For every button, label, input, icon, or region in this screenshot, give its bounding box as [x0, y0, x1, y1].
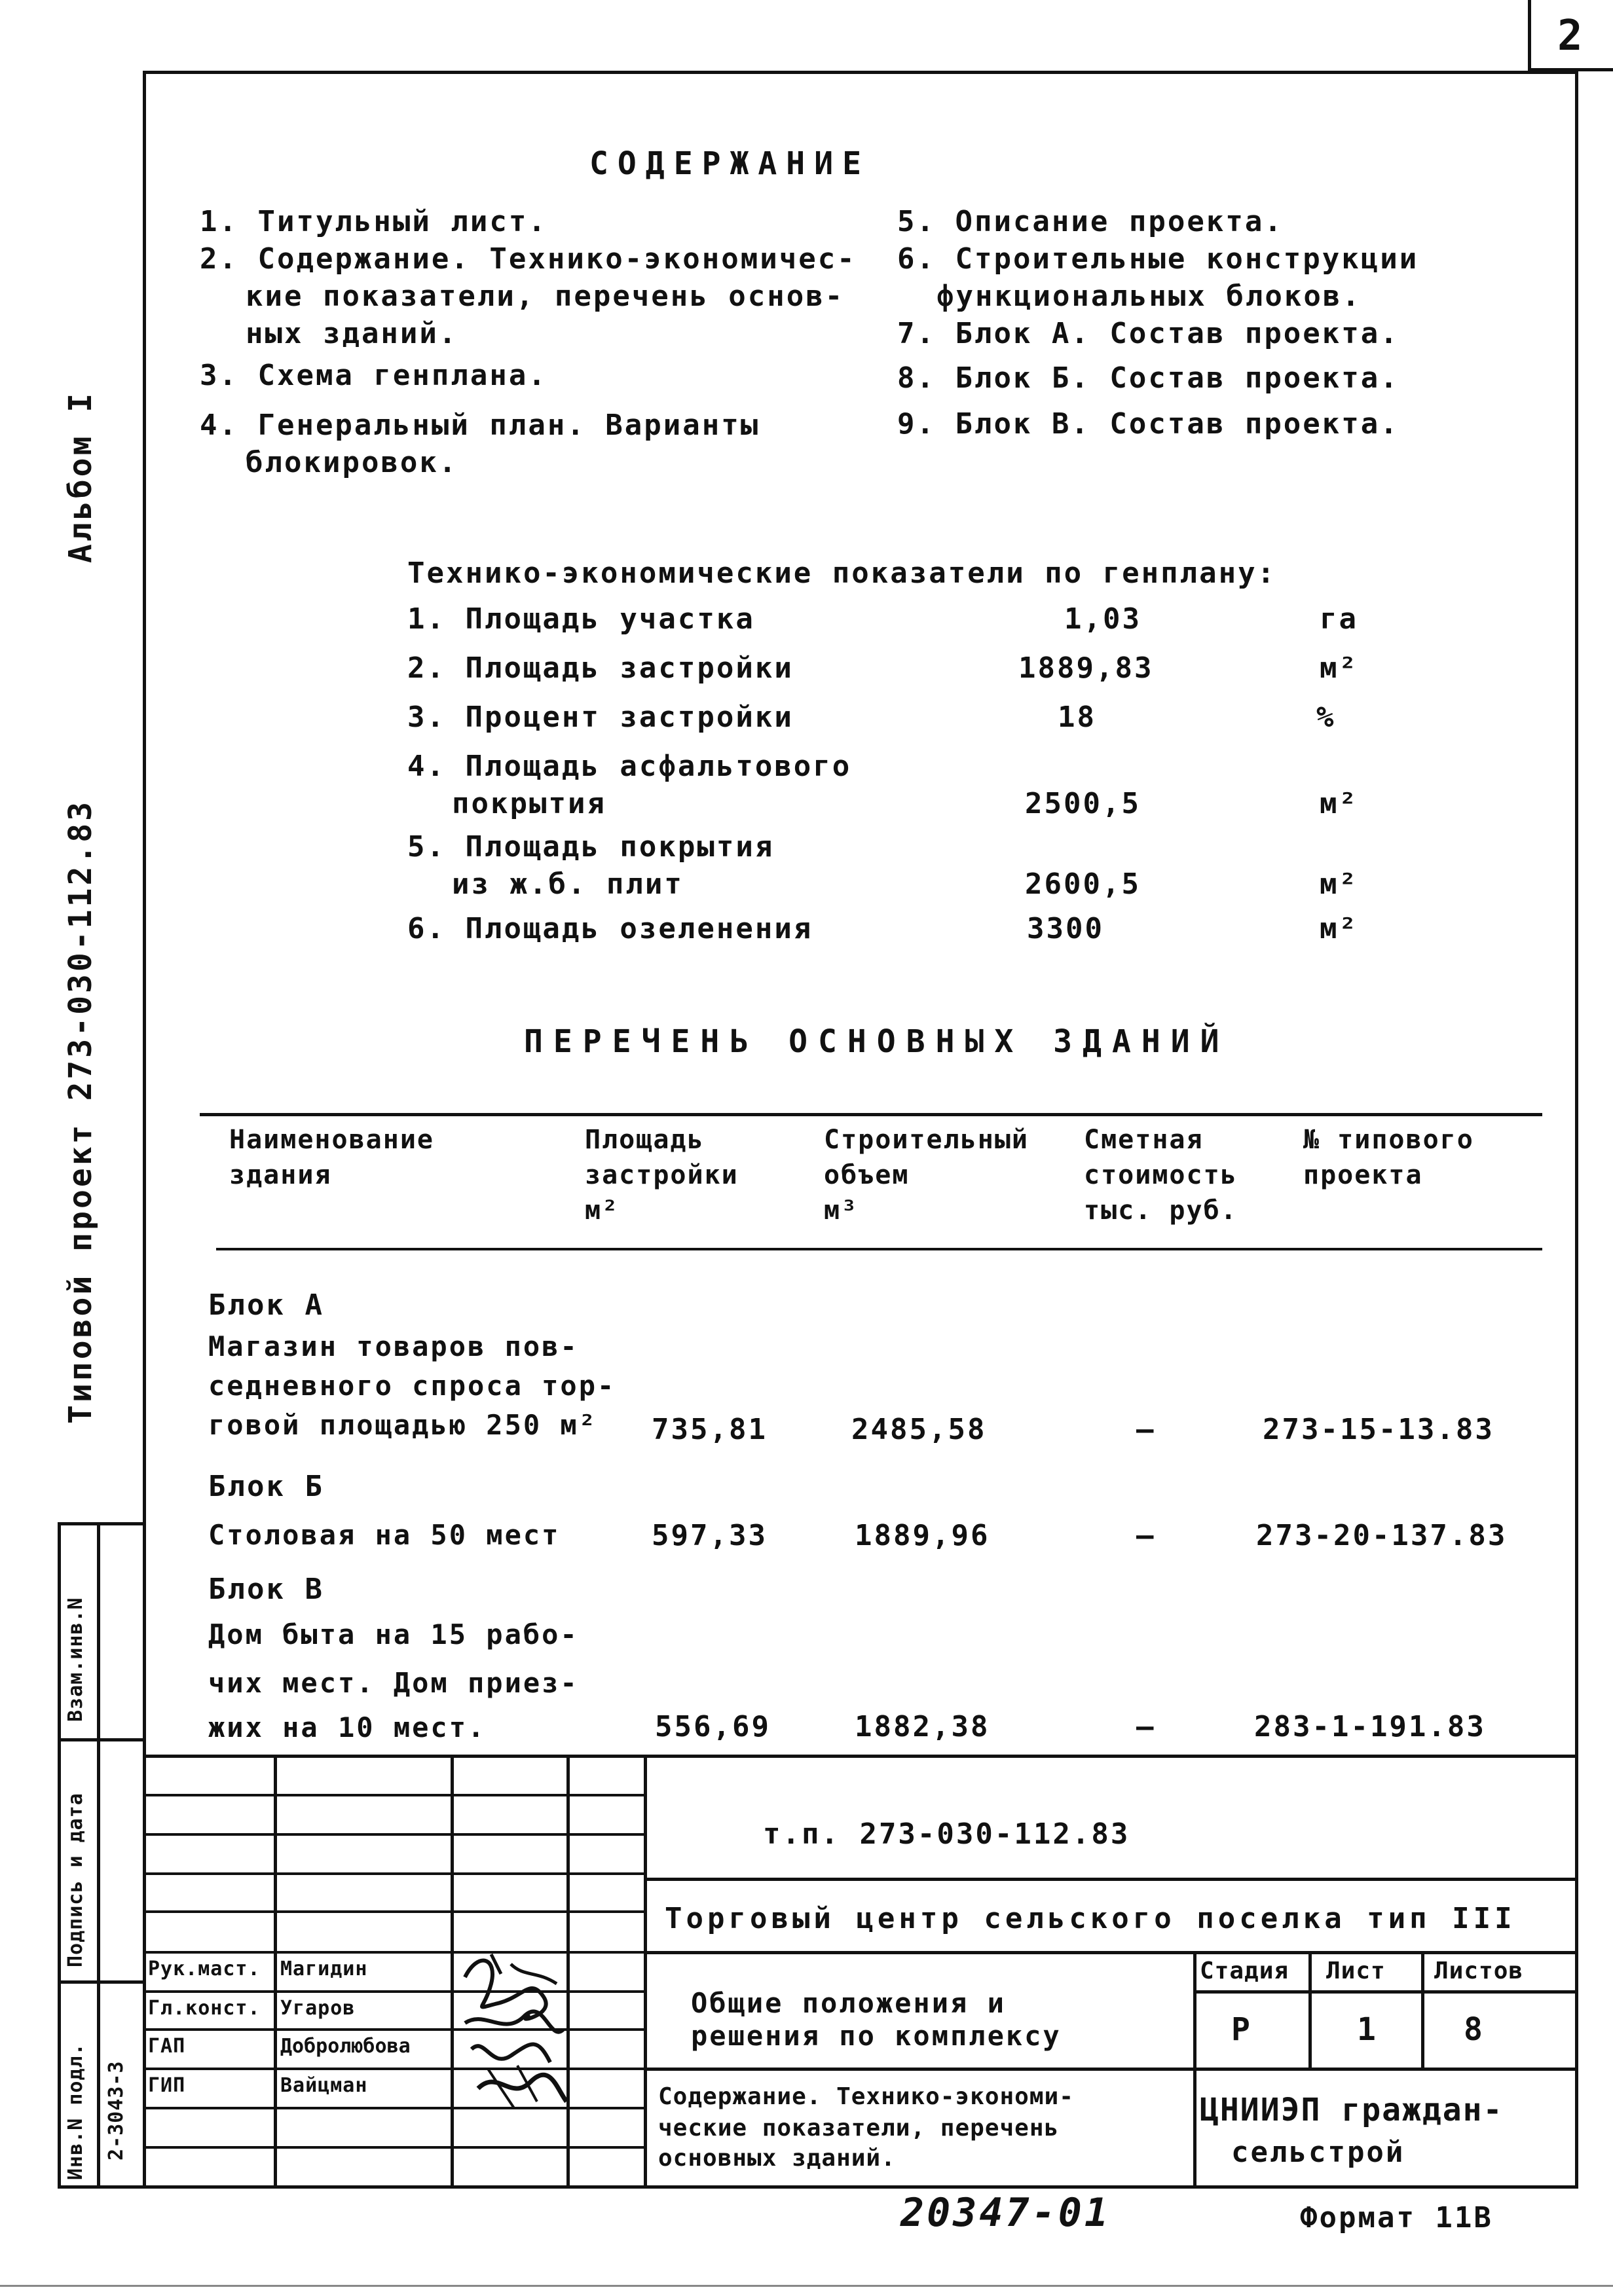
header-area: м²: [585, 1195, 620, 1226]
indicators-title: Технико-экономические показатели по генплану:: [407, 556, 1277, 590]
block-desc: Дом быта на 15 рабо-: [208, 1618, 579, 1650]
project-side-label: Типовой проект 273-030-112.83: [62, 799, 99, 1424]
format-label: Формат 11В: [1300, 2201, 1493, 2234]
org-name: сельстрой: [1231, 2136, 1405, 2169]
indicator-value: 2500,5: [1025, 787, 1141, 820]
staff-role: ГИП: [148, 2074, 186, 2097]
sheet-label: Лист: [1326, 1958, 1386, 1984]
tb-v-stage: [1193, 1951, 1196, 2189]
tb-v-sheets: [1421, 1951, 1424, 2068]
header-area: Площадь: [585, 1125, 705, 1155]
contents-item: функциональных блоков.: [936, 280, 1362, 313]
staff-name: Угаров: [280, 1997, 356, 2020]
contents-item: 2. Содержание. Технико-экономичес-: [200, 242, 857, 276]
block-volume: 2485,58: [851, 1413, 987, 1446]
contents-title: СОДЕРЖАНИЕ: [589, 145, 870, 182]
buildings-header-top: [200, 1113, 1542, 1116]
indicator-label: 6. Площадь озеленения: [407, 912, 813, 945]
project-name: Торговый центр сельского поселка тип III: [665, 1902, 1516, 1935]
indicator-label: 2. Площадь застройки: [407, 651, 794, 685]
indicator-label-2: покрытия: [452, 787, 606, 820]
indicator-value: 3300: [1027, 912, 1104, 945]
indicator-unit: м²: [1320, 787, 1358, 820]
contents-item: ных зданий.: [246, 317, 458, 350]
tb-line-stage: [1193, 1990, 1578, 1994]
album-label: Альбом I: [62, 390, 99, 563]
page-number: 2: [1557, 12, 1583, 60]
indicator-unit: м²: [1320, 651, 1358, 685]
sheets-label: Листов: [1434, 1958, 1524, 1984]
sheet-content: Содержание. Технико-экономи-: [658, 2083, 1074, 2110]
contents-item: 6. Строительные конструкции: [897, 242, 1419, 276]
staff-role: Гл.конст.: [148, 1997, 261, 2020]
stamp-strip-top: [58, 1522, 146, 1525]
contents-item: 5. Описание проекта.: [897, 205, 1284, 238]
sheet-value: 1: [1357, 2011, 1379, 2048]
block-desc: чих мест. Дом приез-: [208, 1667, 579, 1699]
indicator-value: 1889,83: [1018, 651, 1154, 685]
header-project: № типового: [1303, 1125, 1474, 1155]
contents-item: 4. Генеральный план. Варианты: [200, 409, 760, 442]
block-cost: —: [1136, 1710, 1156, 1743]
contents-item: блокировок.: [246, 446, 458, 479]
header-volume: м³: [824, 1195, 859, 1226]
block-title: Блок А: [208, 1288, 324, 1322]
contents-item: 8. Блок Б. Состав проекта.: [897, 361, 1400, 395]
block-project: 273-15-13.83: [1263, 1413, 1494, 1446]
doc-code: т.п. 273-030-112.83: [763, 1817, 1130, 1851]
indicator-label: 3. Процент застройки: [407, 701, 794, 734]
frame-bottom: [58, 2185, 1578, 2189]
stamp-strip-mid: [97, 1522, 100, 2189]
staff-name: Вайцман: [280, 2074, 368, 2097]
frame-top: [143, 71, 1578, 74]
tb-v4: [644, 1755, 647, 2189]
section-name: решения по комплексу: [691, 2020, 1062, 2052]
header-cost: стоимость: [1084, 1160, 1238, 1190]
signature-scribbles: [452, 1938, 570, 2121]
stage-value: Р: [1231, 2011, 1253, 2048]
block-cost: —: [1136, 1413, 1156, 1446]
indicator-value: 2600,5: [1025, 867, 1141, 901]
indicator-label-2: из ж.б. плит: [452, 867, 684, 901]
frame-left: [143, 71, 146, 2189]
stamp-inv-value: 2-3043-3: [105, 2060, 128, 2160]
header-project: проекта: [1303, 1160, 1423, 1190]
buildings-title: ПЕРЕЧЕНЬ ОСНОВНЫХ ЗДАНИЙ: [524, 1023, 1230, 1060]
indicator-value: 18: [1058, 701, 1096, 734]
sheet-content: ческие показатели, перечень: [658, 2115, 1060, 2141]
stamp-strip-sep1: [58, 1738, 146, 1741]
header-area: застройки: [585, 1160, 739, 1190]
top-right-corner-line: [1528, 0, 1531, 72]
tb-h2: [143, 1833, 645, 1836]
indicator-value: 1,03: [1064, 602, 1141, 636]
tb-h3: [143, 1872, 645, 1875]
tb-v1: [274, 1755, 277, 2189]
stamp-strip-left: [58, 1522, 61, 2189]
header-volume: объем: [824, 1160, 910, 1190]
stage-label: Стадия: [1200, 1958, 1289, 1984]
block-cost: —: [1136, 1519, 1156, 1552]
bottom-edge-line: [0, 2285, 1613, 2287]
staff-role: Рук.маст.: [148, 1958, 261, 1980]
tb-top: [143, 1755, 1578, 1758]
block-area: 735,81: [652, 1413, 768, 1446]
frame-right: [1575, 71, 1578, 2189]
contents-item: 3. Схема генплана.: [200, 359, 547, 392]
tb-line-name: [645, 1951, 1578, 1954]
block-desc: Магазин товаров пов-: [208, 1330, 579, 1362]
tb-v-sheet: [1308, 1951, 1312, 2068]
header-cost: Сметная: [1084, 1125, 1204, 1155]
sheets-value: 8: [1464, 2011, 1485, 2048]
section-name: Общие положения и: [691, 1987, 1006, 2019]
block-area: 556,69: [655, 1710, 771, 1743]
staff-name: Добролюбова: [280, 2035, 411, 2058]
stamp-vzam: Взам.инв.N: [64, 1597, 87, 1722]
tb-h4: [143, 1910, 645, 1913]
block-area: 597,33: [652, 1519, 768, 1552]
indicator-label: 4. Площадь асфальтового: [407, 750, 852, 783]
contents-item: 9. Блок В. Состав проекта.: [897, 407, 1400, 441]
contents-item: кие показатели, перечень основ-: [246, 280, 845, 313]
indicator-unit: м²: [1320, 867, 1358, 901]
staff-role: ГАП: [148, 2035, 186, 2058]
indicator-unit: га: [1320, 602, 1358, 636]
block-desc: жих на 10 мест.: [208, 1711, 487, 1743]
stamp-podpis: Подпись и дата: [64, 1793, 87, 1967]
org-name: ЦНИИЭП граждан-: [1200, 2092, 1504, 2128]
block-desc: говой площадью 250 м²: [208, 1409, 598, 1441]
indicator-unit: м²: [1320, 912, 1358, 945]
tb-h10: [143, 2146, 645, 2149]
tb-line-content: [645, 2068, 1578, 2071]
indicator-label: 5. Площадь покрытия: [407, 830, 775, 864]
sheet-content: основных зданий.: [658, 2145, 896, 2172]
buildings-header-bottom: [216, 1248, 1542, 1250]
contents-item: 1. Титульный лист.: [200, 205, 547, 238]
block-title: Блок В: [208, 1573, 324, 1606]
header-name: здания: [229, 1160, 332, 1190]
staff-name: Магидин: [280, 1958, 368, 1980]
block-project: 283-1-191.83: [1254, 1710, 1486, 1743]
header-cost: тыс. руб.: [1084, 1195, 1238, 1226]
tb-line-code: [645, 1878, 1578, 1881]
header-name: Наименование: [229, 1125, 434, 1155]
block-desc: Столовая на 50 мест: [208, 1519, 561, 1551]
archive-number: 20347-01: [900, 2190, 1111, 2236]
indicator-unit: %: [1316, 701, 1336, 734]
block-volume: 1889,96: [855, 1519, 990, 1552]
indicator-label: 1. Площадь участка: [407, 602, 755, 636]
stamp-inv: Инв.N подл.: [64, 2043, 87, 2180]
tb-h1: [143, 1794, 645, 1796]
block-project: 273-20-137.83: [1256, 1519, 1508, 1552]
block-desc: седневного спроса тор-: [208, 1370, 616, 1402]
block-title: Блок Б: [208, 1470, 324, 1503]
header-volume: Строительный: [824, 1125, 1029, 1155]
contents-item: 7. Блок А. Состав проекта.: [897, 317, 1400, 350]
block-volume: 1882,38: [855, 1710, 990, 1743]
stamp-strip-sep2: [58, 1980, 146, 1984]
